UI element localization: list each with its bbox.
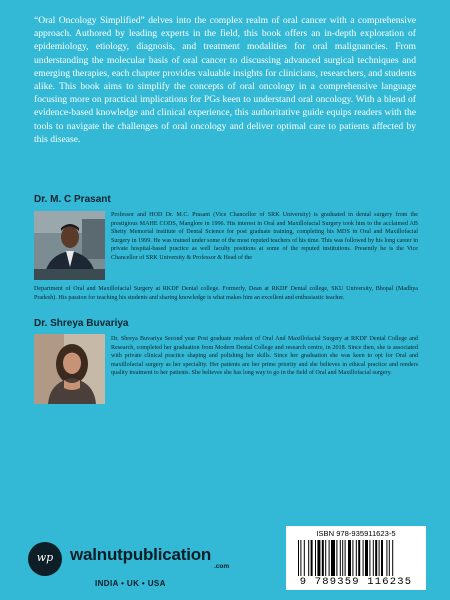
author-photo-prasant [34, 211, 105, 280]
publisher-domain: .com [214, 563, 230, 570]
isbn-label: ISBN 978-935911623-5 [316, 529, 396, 538]
publisher-countries: INDIA • UK • USA [95, 579, 166, 588]
publisher-block [28, 538, 248, 588]
walnut-logo-icon [28, 542, 62, 576]
isbn-barcode-box [286, 526, 426, 590]
author-photo-buvariya [34, 334, 105, 404]
publisher-name: walnutpublication [70, 545, 212, 564]
author-bio-buvariya: Dr. Shreya Buvariya Second year Post graduate resident of Oral And Maxillofacial Surgery at RKDF Dental College and Research, completed her graduation from Modern Dental College and research centre, in 2018. Since then, she is associated with private clinical practice shaping and polishing her skills. Since her graduation she was keen to opt for Oral and maxillofacial surgery as her speciality. Her patients are her prime priority and she believes in ethical practice and renders quality treatment to her patients. She believes she has long way to go in the field of Oral and Maxillofacial surgery. [111, 336, 418, 377]
book-description: “Oral Oncology Simplified” delves into the complex realm of oral cancer with a comprehensive approach. Authored by leading experts in the field, this book offers an in-depth exploration of epidemiology, etiology, diagnosis, and treatment modalities for oral malignancies. From understanding the molecular basis of oral cancer to discussing advanced surgical techniques and emerging therapies, each chapter provides valuable insights for clinicians, researchers, and students alike. This book aims to simplify the concepts of oral oncology in a comprehensive language focusing more on practical implications for PGs keen to understand oral oncology. With a blend of evidence-based knowledge and clinical experience, this authoritative guide equips readers with the tools to navigate the challenges of oral oncology and deliver optimal care to patients affected by this disease. [34, 15, 416, 145]
author-bio-prasant-full: Department of Oral and Maxillofacial Surgery at RKDF Dental college. Formerly, Dean at RKDF Dental college, SKU University, Bhopal (Madhya Pradesh). His passion for teaching his students and sharing knowledge is what makes him an excellent and enthusiastic teacher. [34, 286, 418, 301]
barcode-icon [296, 540, 416, 576]
logo-mark: wp [36, 551, 54, 564]
author-bio-prasant-side: Professor and HOD Dr. M.C. Prasant (Vice Chancellor of SRK University) is graduated in dental surgery from the prestigious MAHE CODS, Manglore in 1996. His interest in Oral and Maxillofacial Surgery took him to the acclaimed AB Shetty Memorial institute of Dental Science for post graduate training, completing his MDS in Oral and Maxillofacial Surgery in 1999. He was trained under some of the most reputed teachers of his time. This was followed by his long career in private hospital-based practice as well faculty positions at some of the reputed institutions. Presently he is the Vice Chancellor of SRK University & Professor & Head of the [111, 212, 418, 261]
isbn-digits: 9 789359 116235 [299, 576, 413, 588]
author-name-prasant: Dr. M. C Prasant [34, 194, 111, 205]
author-name-buvariya: Dr. Shreya Buvariya [34, 318, 129, 329]
